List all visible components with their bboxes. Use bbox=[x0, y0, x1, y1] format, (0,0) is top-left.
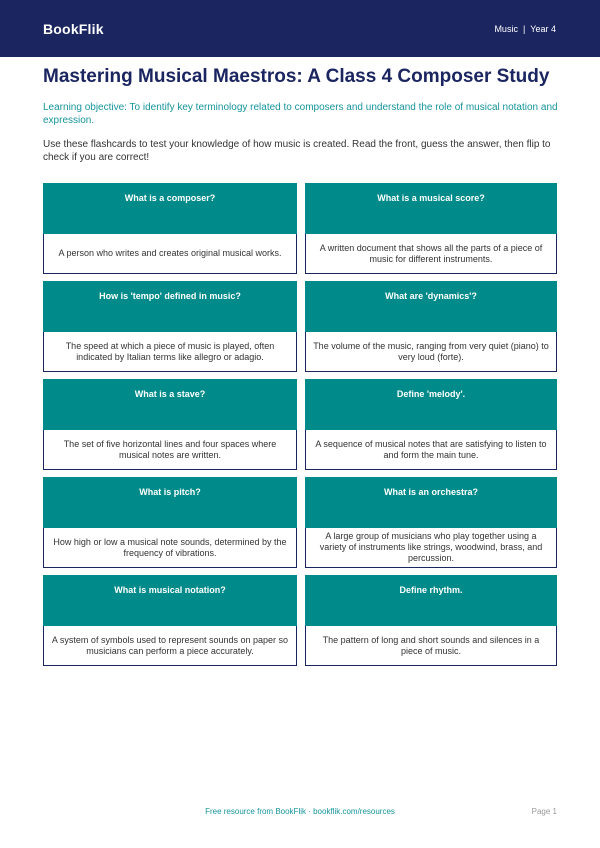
flashcard[interactable] bbox=[305, 575, 557, 666]
flashcard[interactable] bbox=[43, 183, 297, 274]
brand-logo[interactable]: BookFlik bbox=[43, 20, 104, 37]
flashcard-question: What is musical notation? bbox=[43, 575, 297, 626]
flashcard-answer: A written document that shows all the parts of a piece of music for different instruments. bbox=[305, 234, 557, 274]
flashcard-answer: The set of five horizontal lines and four spaces where musical notes are written. bbox=[43, 430, 297, 470]
footer-credit[interactable]: Free resource from BookFlik · bookflik.com/resources bbox=[205, 807, 395, 816]
footer bbox=[0, 807, 600, 819]
flashcard-grid bbox=[43, 183, 557, 666]
flashcard-answer: A large group of musicians who play together using a variety of instruments like strings, woodwind, brass, and percussion. bbox=[305, 528, 557, 568]
flashcard-question: Define rhythm. bbox=[305, 575, 557, 626]
flashcard[interactable] bbox=[43, 575, 297, 666]
page-title: Mastering Musical Maestros: A Class 4 Composer Study bbox=[43, 66, 550, 87]
flashcard[interactable] bbox=[43, 379, 297, 470]
flashcard-answer: The pattern of long and short sounds and silences in a piece of music. bbox=[305, 626, 557, 666]
intro-text: Use these flashcards to test your knowledge of how music is created. Read the front, guess the answer, then flip to check if you are correct! bbox=[43, 139, 551, 163]
subject-label: Music bbox=[494, 23, 518, 34]
flashcard-answer: A system of symbols used to represent sounds on paper so musicians can perform a piece accurately. bbox=[43, 626, 297, 666]
flashcard-answer: A person who writes and creates original musical works. bbox=[43, 234, 297, 274]
learning-objective: Learning objective: To identify key terminology related to composers and understand the role of musical notation and expression. bbox=[43, 102, 558, 126]
flashcard[interactable] bbox=[43, 281, 297, 372]
meta-separator: | bbox=[522, 23, 526, 34]
flashcard-question: How is 'tempo' defined in music? bbox=[43, 281, 297, 332]
flashcard-question: What is a musical score? bbox=[305, 183, 557, 234]
flashcard-question: What is pitch? bbox=[43, 477, 297, 528]
flashcard[interactable] bbox=[305, 281, 557, 372]
page-number: Page 1 bbox=[531, 807, 557, 816]
flashcard[interactable] bbox=[43, 477, 297, 568]
year-label: Year 4 bbox=[530, 23, 556, 34]
flashcard[interactable] bbox=[305, 379, 557, 470]
header-bar bbox=[0, 0, 600, 57]
flashcard-answer: A sequence of musical notes that are satisfying to listen to and form the main tune. bbox=[305, 430, 557, 470]
flashcard-question: What are 'dynamics'? bbox=[305, 281, 557, 332]
flashcard-answer: The volume of the music, ranging from very quiet (piano) to very loud (forte). bbox=[305, 332, 557, 372]
flashcard-question: What is an orchestra? bbox=[305, 477, 557, 528]
flashcard-answer: How high or low a musical note sounds, determined by the frequency of vibrations. bbox=[43, 528, 297, 568]
flashcard[interactable] bbox=[305, 477, 557, 568]
flashcard-question: Define 'melody'. bbox=[305, 379, 557, 430]
flashcard-question: What is a composer? bbox=[43, 183, 297, 234]
flashcard-answer: The speed at which a piece of music is played, often indicated by Italian terms like allegro or adagio. bbox=[43, 332, 297, 372]
flashcard[interactable] bbox=[305, 183, 557, 274]
header-meta bbox=[494, 24, 556, 34]
flashcard-question: What is a stave? bbox=[43, 379, 297, 430]
